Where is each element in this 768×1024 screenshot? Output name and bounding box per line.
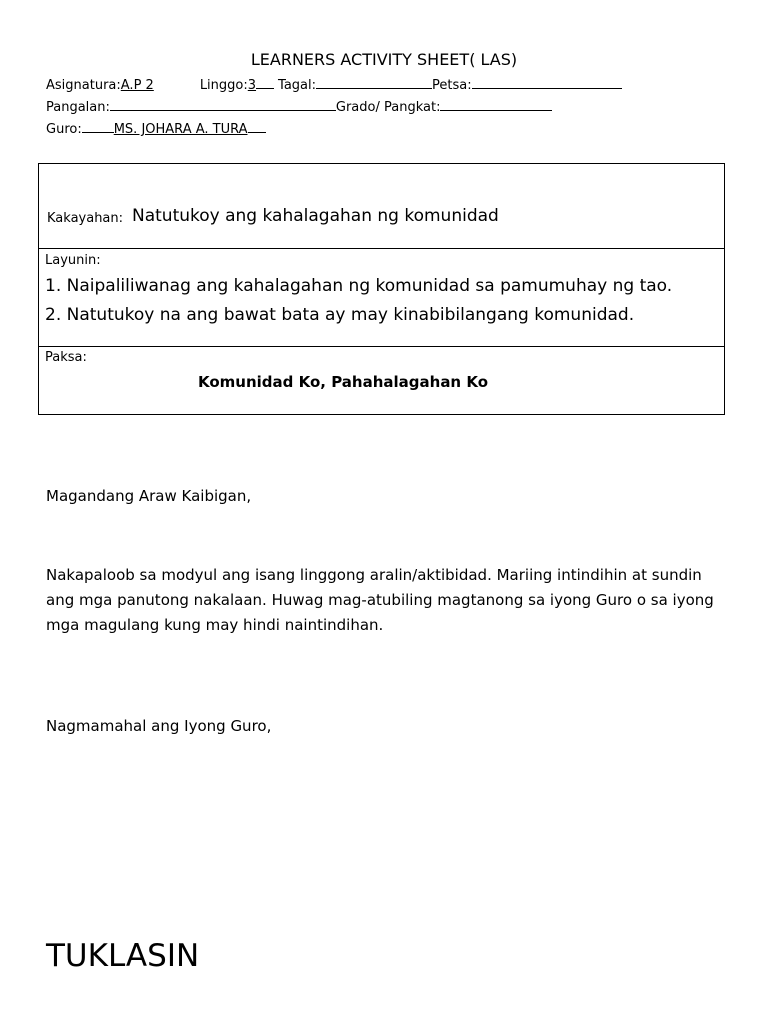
kakayahan-value: Natutukoy ang kahalagahan ng komunidad <box>132 206 499 226</box>
header-row-teacher <box>46 119 266 137</box>
guro-value: MS. JOHARA A. TURA <box>113 122 248 137</box>
linggo-label: Linggo: <box>199 78 248 93</box>
tagal-blank <box>316 75 432 89</box>
asignatura-value: A.P 2 <box>120 78 154 93</box>
pangalan-label: Pangalan: <box>46 100 110 115</box>
guro-label: Guro: <box>46 122 82 137</box>
guro-blank-left <box>82 119 114 133</box>
grado-blank <box>440 97 552 111</box>
layunin-item: 2. Natutukoy na ang bawat bata ay may kinabibilangang komunidad. <box>45 305 635 325</box>
pangalan-blank <box>110 97 336 111</box>
paksa-label: Paksa: <box>45 350 87 365</box>
layunin-label: Layunin: <box>45 253 101 268</box>
tagal-label: Tagal: <box>278 78 316 93</box>
paksa-value: Komunidad Ko, Pahahalagahan Ko <box>198 373 489 391</box>
header-row-name <box>46 97 552 115</box>
linggo-blank <box>256 75 274 89</box>
header-row-subject <box>46 75 622 93</box>
petsa-label: Petsa: <box>432 78 472 93</box>
letter-closing: Nagmamahal ang Iyong Guro, <box>46 717 272 735</box>
guro-blank-right <box>248 119 266 133</box>
layunin-section <box>39 249 724 347</box>
linggo-value: 3 <box>247 78 257 93</box>
petsa-blank <box>472 75 622 89</box>
letter-body: Nakapaloob sa modyul ang isang linggong aralin/aktibidad. Mariing intindihin at sundin ang mga panutong nakalaan. Huwag mag-atubiling magtanong sa iyong Guro o sa iyong mga magulang kung may hindi naintindihan. <box>46 566 714 634</box>
section-heading: TUKLASIN <box>46 938 200 974</box>
asignatura-label: Asignatura: <box>46 78 121 93</box>
grado-label: Grado/ Pangkat: <box>335 100 441 115</box>
kakayahan-label: Kakayahan: <box>47 211 124 226</box>
letter-greeting: Magandang Araw Kaibigan, <box>46 487 252 505</box>
sheet-title: LEARNERS ACTIVITY SHEET( LAS) <box>250 50 518 69</box>
lesson-info-box <box>38 163 725 415</box>
layunin-item: 1. Naipaliliwanag ang kahalagahan ng komunidad sa pamumuhay ng tao. <box>45 276 673 296</box>
kakayahan-section <box>39 164 724 249</box>
paksa-section <box>39 347 724 414</box>
